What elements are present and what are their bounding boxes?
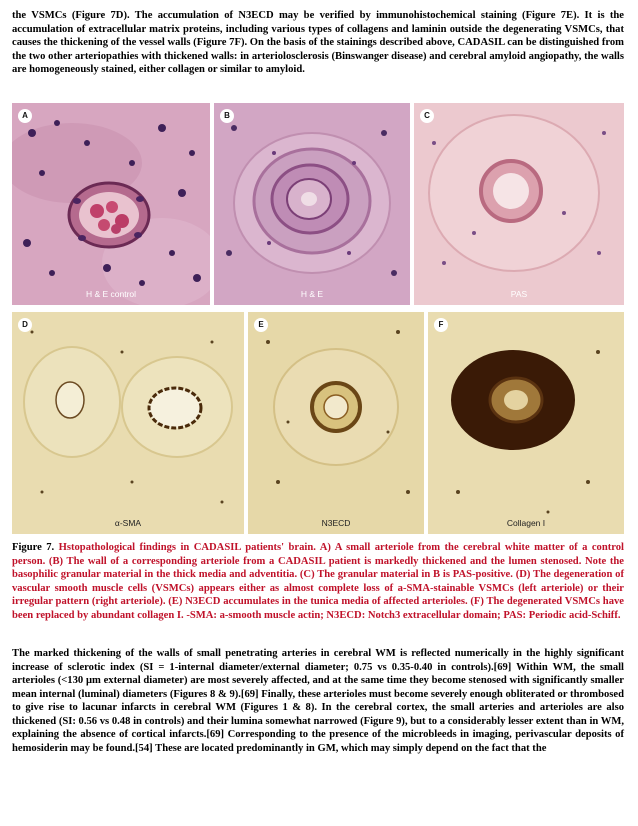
top-paragraph: the VSMCs (Figure 7D). The accumulation of N3ECD may be verified by immunohistochemical staining (Figure 7E). It is the accumulation of extracellular matrix proteins, including various types of collagens and laminin outside the degenerating VSMCs, that causes the thickening of the vessel walls (Figure 7F). On the basis of the stainings described above, CADASIL can be distinguished from the two other arteriopathies with thickened walls: in arteriolosclerosis (Binswanger disease) and cerebral amyloid angiopathy, the walls are homogeneously stained, either collagen or similar to amyloid. <box>12 10 624 75</box>
panel-f-label: Collagen I <box>506 518 546 528</box>
panel-d <box>12 312 244 534</box>
panel-c <box>414 103 624 305</box>
panel-a-label: H & E control <box>85 289 137 299</box>
panel-b <box>214 103 410 305</box>
panel-e-micrograph <box>248 312 424 534</box>
panel-a-micrograph <box>12 103 210 305</box>
panel-b-micrograph <box>214 103 410 305</box>
panel-a <box>12 103 210 305</box>
panel-d-micrograph <box>12 312 244 534</box>
panel-f-letter: F <box>434 318 448 332</box>
panel-b-label: H & E <box>300 289 324 299</box>
panel-d-letter: D <box>18 318 32 332</box>
panel-c-label: PAS <box>510 289 528 299</box>
panel-f <box>428 312 624 534</box>
panel-b-letter: B <box>220 109 234 123</box>
figure-caption-text: Hstopathological findings in CADASIL patients' brain. A) A small arteriole from the cerebral white matter of a control person. (B) The wall of a corresponding arteriole from a CADASIL patient is markedly thickened and the lumen stenosed. Note the basophilic granular material in the thick media and adventitia. (C) The granular material in B is PAS-positive. (D) The degeneration of vascular smooth muscle cells (VSMCs) appears either as almost complete loss of a-SMA-stainable VSMCs (left arteriole) or their irregular pattern (right arteriole). (E) N3ECD accumulates in the tunica media of affected arterioles. (F) The degenerated VSMCs have been replaced by abundant collagen I. -SMA: a-smooth muscle actin; N3ECD: Notch3 extracellular domain; PAS: Periodic acid-Schiff. <box>12 542 624 621</box>
figure-caption-label: Figure 7. <box>12 542 55 553</box>
panel-d-label: α-SMA <box>114 518 142 528</box>
bottom-paragraph: The marked thickening of the walls of small penetrating arteries in cerebral WM is reflected numerically in the highly significant increase of sclerotic index (SI = 1-internal diameter/external diameter; 0.75 vs 0.35-0.40 in controls).[69] Within WM, the small arterioles (<130 μm external diameter) are most severely affected, and at the same time they become stenosed with significantly smaller mean internal (luminal) diameters (Figures 8 & 9).[69] Finally, these arterioles must become severely enough obliterated or thrombosed to give rise to lacunar infarcts in cerebral WM (Figures 1 & 8). In the cerebral cortex, the small arteries and arterioles are also thickened (SI: 0.56 vs 0.48 in controls) and their lumina somewhat narrowed (Figure 9), but to a considerably lesser extent than in WM, explaining the absence of cortical infarcts.[69] Corresponding to the presence of the microbleeds in imaging, perivascular deposits of hemosiderin may be found.[54] These are located predominantly in GM, which may simply depend on the fact that the <box>12 648 624 754</box>
panel-c-letter: C <box>420 109 434 123</box>
panel-a-letter: A <box>18 109 32 123</box>
figure-caption <box>12 541 624 622</box>
panel-e-letter: E <box>254 318 268 332</box>
panel-e-label: N3ECD <box>321 518 351 528</box>
figure-7 <box>12 103 624 534</box>
panel-e <box>248 312 424 534</box>
panel-f-micrograph <box>428 312 624 534</box>
panel-c-micrograph <box>414 103 624 305</box>
